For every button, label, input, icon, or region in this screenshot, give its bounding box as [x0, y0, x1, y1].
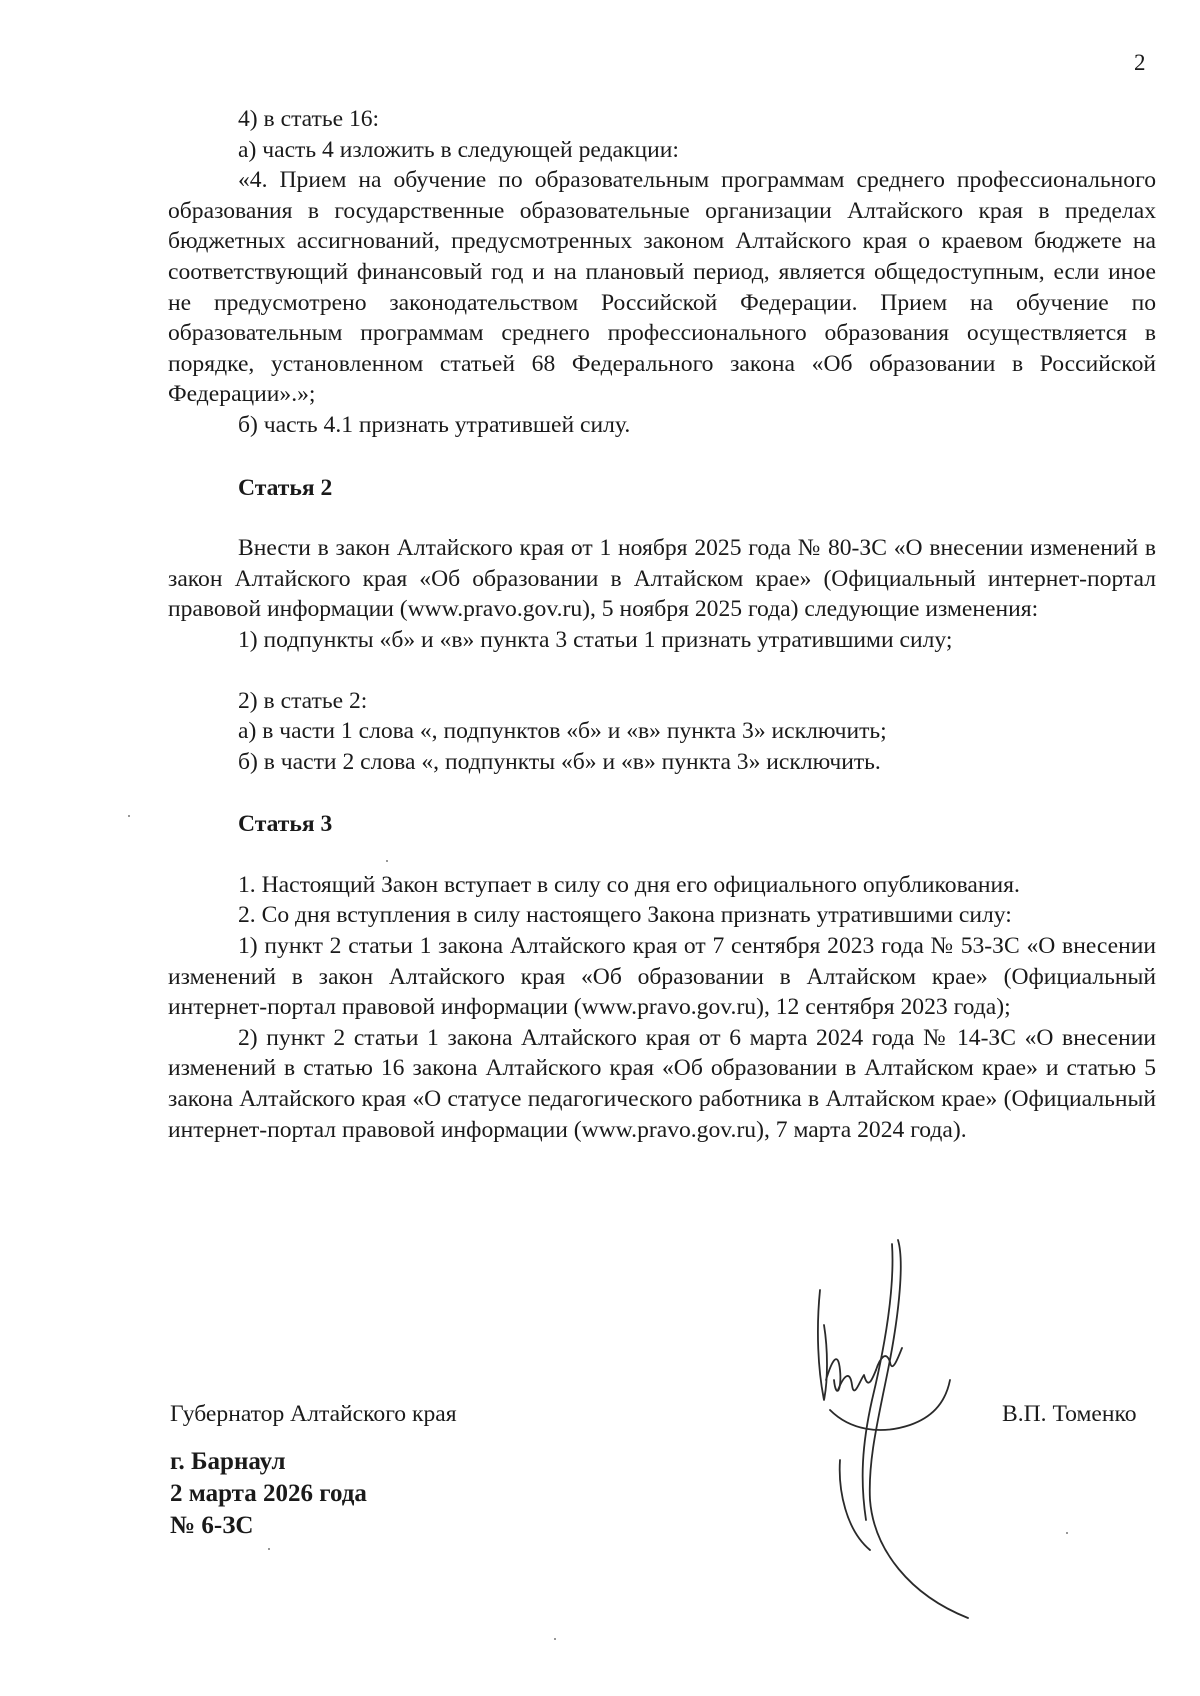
paragraph-article16: 4) в статье 16: — [238, 106, 380, 132]
signatory-name: В.П. Томенко — [1002, 1401, 1137, 1427]
paragraph-part4-text: «4. Прием на обучение по образовательным программам среднего профессионального образования в государственные образовательные организации Алтайского края в пределах бюджетных ассигнований, предусмотренных законом Алтайского края о краевом бюджете на соответствующий финансовый год и на плановый период, является общедоступным, если иное не предусмотрено законодательством Российской Федерации. Прием на обучение по образовательным программам среднего профессионального образования осуществляется в порядке, установленном статьей 68 Федерального закона «Об образовании в Российской Федерации».»; — [168, 167, 1156, 408]
signatory-title: Губернатор Алтайского края — [170, 1401, 457, 1427]
article-2-item-1: 1) подпункты «б» и «в» пункта 3 статьи 1 признать утратившими силу; — [238, 626, 953, 653]
article-3-subitem-2: 2) пункт 2 статьи 1 закона Алтайского края от 6 марта 2024 года № 14-ЗС «О внесении изменений в статью 16 закона Алтайского края «Об образовании в Алтайском крае» и статью 5 закона Алтайского края «О статусе педагогического работника в Алтайском крае» (Официальный интернет-портал правовой информации (www.pravo.gov.ru), 7 марта 2024 года). — [168, 1024, 1156, 1143]
signing-date: 2 марта 2026 года — [170, 1480, 367, 1507]
scan-speck — [268, 1548, 270, 1550]
paragraph-part4: а) часть 4 изложить в следующей редакции: — [238, 136, 679, 163]
paragraph-part4-1: б) часть 4.1 признать утратившей силу. — [238, 411, 631, 438]
article-2-heading: Статья 2 — [238, 474, 333, 501]
law-number: № 6-ЗС — [170, 1512, 254, 1539]
article-3-item-2: 2. Со дня вступления в силу настоящего Закона признать утратившими силу: — [238, 902, 1012, 929]
article-3-subitem-1: 1) пункт 2 статьи 1 закона Алтайского края от 7 сентября 2023 года № 53-ЗС «О внесении изменений в закон Алтайского края «Об образовании в Алтайском крае» (Официальный интернет-портал правовой информации (www.pravo.gov.ru), 12 сентября 2023 года); — [168, 933, 1156, 1021]
article-2-item-2a: а) в части 1 слова «, подпунктов «б» и «в» пункта 3» исключить; — [238, 718, 887, 745]
city: г. Барнаул — [170, 1448, 286, 1475]
scan-speck — [1066, 1532, 1068, 1534]
article-2-item-2b: б) в части 2 слова «, подпункты «б» и «в» пункта 3» исключить. — [238, 748, 881, 775]
article-2-item-2: 2) в статье 2: — [238, 687, 368, 714]
scan-speck — [554, 1638, 556, 1640]
scan-speck — [386, 860, 388, 862]
document-footer — [170, 1446, 367, 1542]
scan-speck — [128, 815, 130, 817]
handwritten-signature-icon — [780, 1230, 1010, 1630]
article-3-heading: Статья 3 — [238, 811, 333, 838]
page-number: 2 — [1134, 50, 1146, 75]
law-text — [168, 104, 1156, 1145]
article-3-item-1: 1. Настоящий Закон вступает в силу со дня его официального опубликования. — [238, 871, 1020, 898]
article-2-paragraph: Внести в закон Алтайского края от 1 ноября 2025 года № 80-ЗС «О внесении изменений в закон Алтайского края «Об образовании в Алтайском крае» (Официальный интернет-портал правовой информации (www.pravo.gov.ru), 5 ноября 2025 года) следующие изменения: — [168, 535, 1156, 623]
